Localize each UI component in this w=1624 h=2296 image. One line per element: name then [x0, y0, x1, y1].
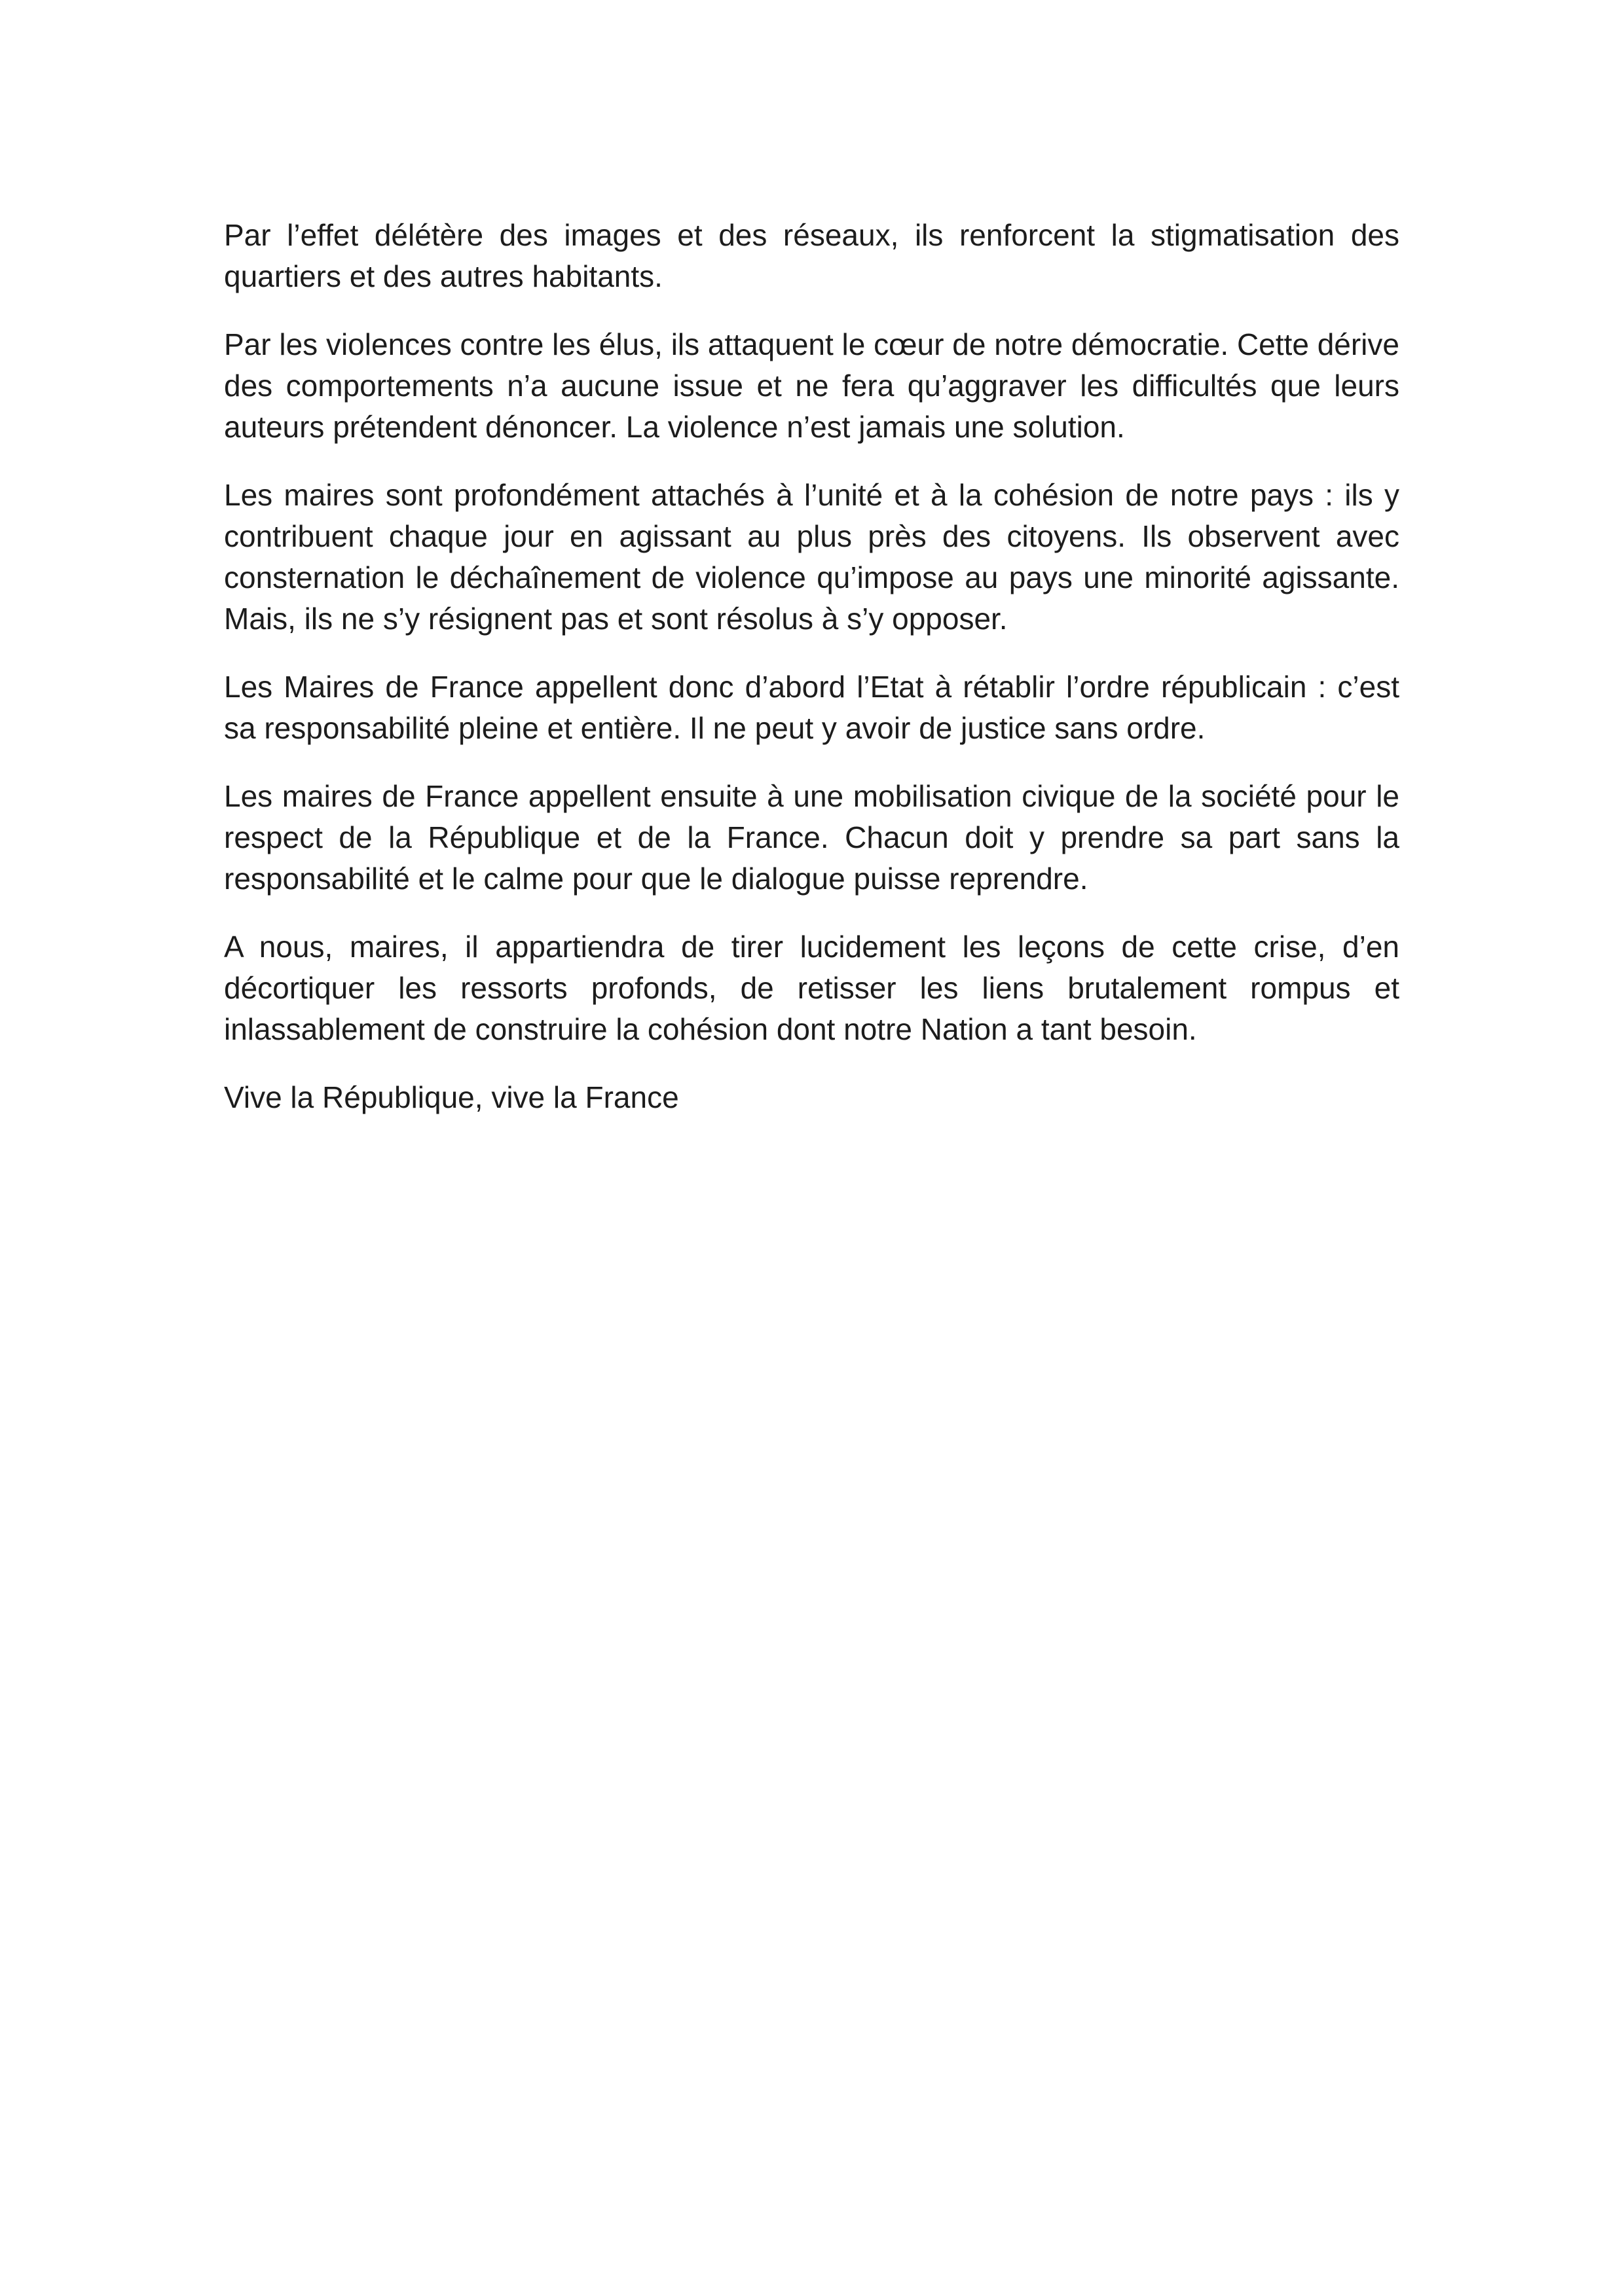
- document-body: [224, 215, 1399, 1118]
- closing-line: Vive la République, vive la France: [224, 1080, 679, 1114]
- paragraph-state-order: Les Maires de France appellent donc d’abord l’Etat à rétablir l’ordre républicain : c’est sa responsabilité pleine et entière. Il ne peut y avoir de justice sans ordre.: [224, 670, 1399, 745]
- paragraph-mayors-cohesion: Les maires sont profondément attachés à l’unité et à la cohésion de notre pays : ils y contribuent chaque jour en agissant au plus près des citoyens. Ils observent avec consternation le déchaînement de violence qu’impose au pays une minorité agissante. Mais, ils ne s’y résignent pas et sont résolus à s’y opposer.: [224, 478, 1399, 636]
- paragraph-violence-elected: Par les violences contre les élus, ils attaquent le cœur de notre démocratie. Cette dérive des comportements n’a aucune issue et ne fera qu’aggraver les difficultés que leurs auteurs prétendent dénoncer. La violence n’est jamais une solution.: [224, 327, 1399, 444]
- paragraph-civic-mobilisation: Les maires de France appellent ensuite à une mobilisation civique de la société pour le respect de la République et de la France. Chacun doit y prendre sa part sans la responsabilité et le calme pour que le dialogue puisse reprendre.: [224, 779, 1399, 896]
- paragraph-images-networks: Par l’effet délétère des images et des réseaux, ils renforcent la stigmatisation des quartiers et des autres habitants.: [224, 218, 1399, 293]
- paragraph-lessons-crisis: A nous, maires, il appartiendra de tirer lucidement les leçons de cette crise, d’en décortiquer les ressorts profonds, de retisser les liens brutalement rompus et inlassablement de construire la cohésion dont notre Nation a tant besoin.: [224, 930, 1399, 1046]
